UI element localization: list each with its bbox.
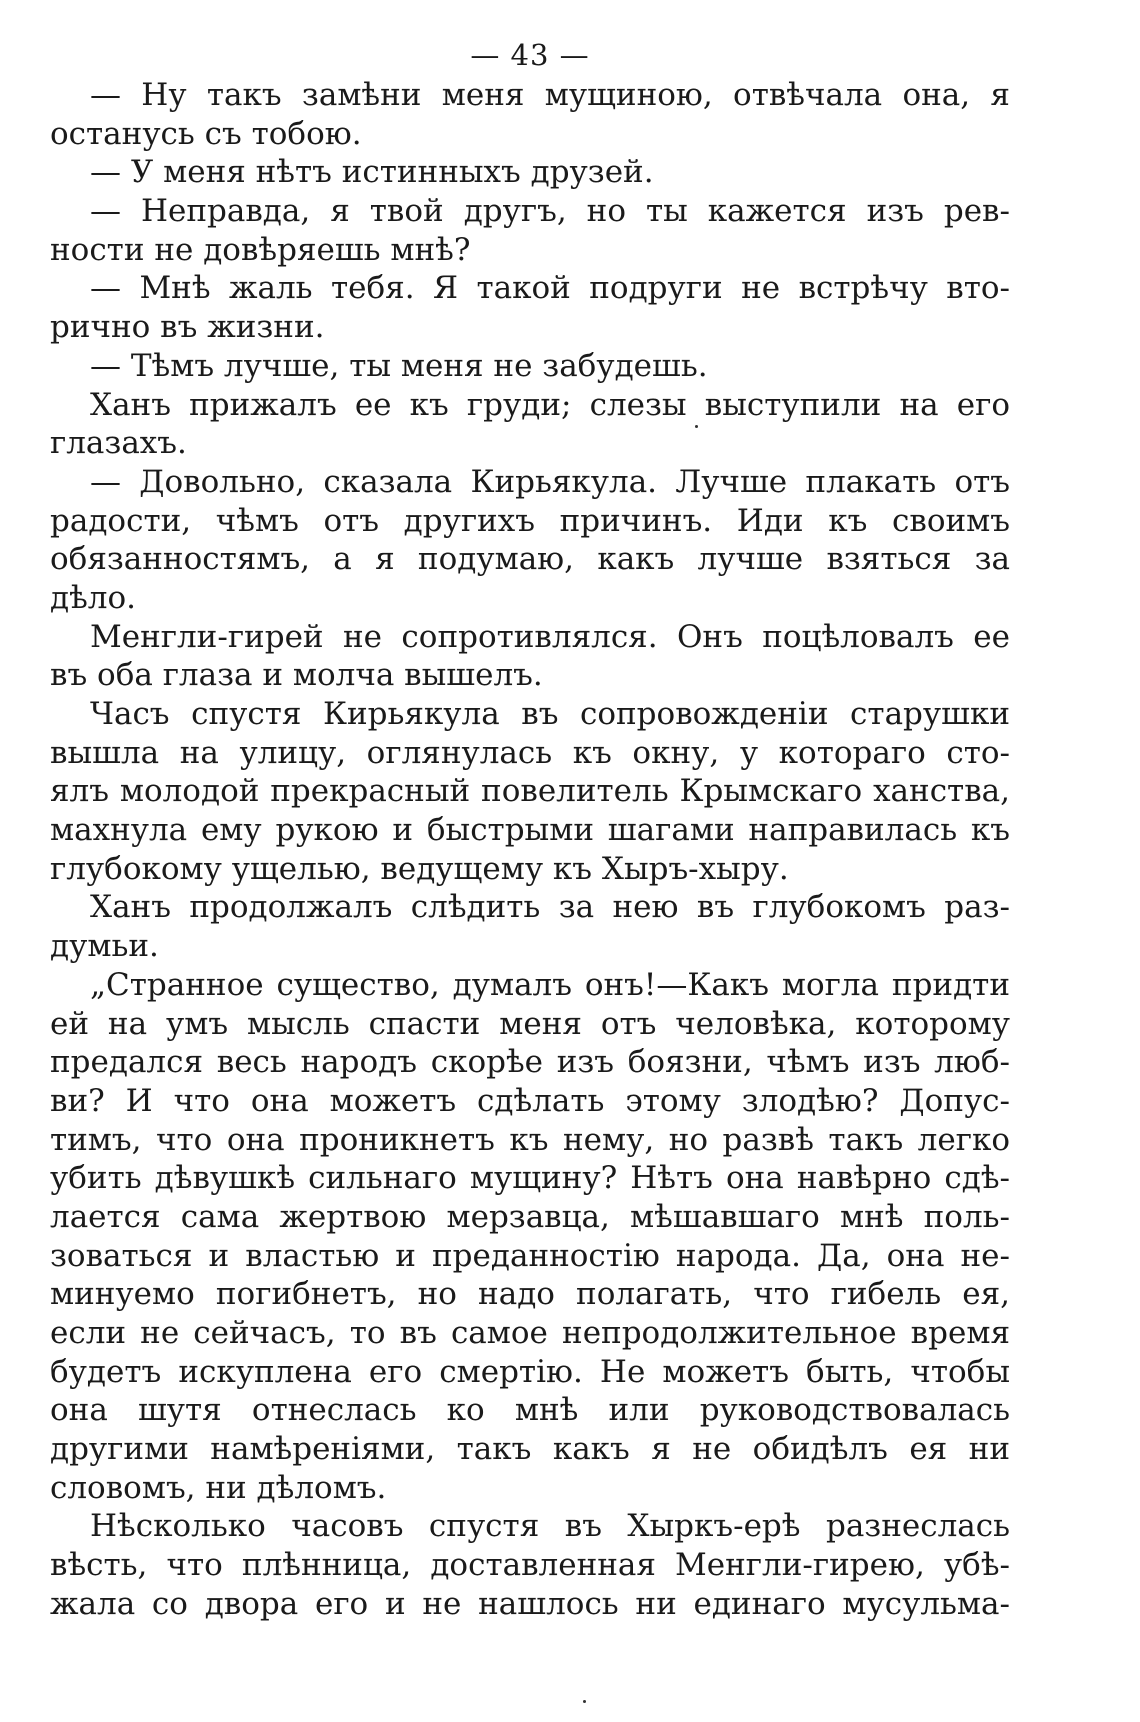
text-line: — Мнѣ жаль тебя. Я такой подруги не встрѣчу вто- — [90, 270, 1010, 307]
text-line: обязанностямъ, а я подумаю, какъ лучше взяться за — [50, 541, 1010, 578]
page-number: — 43 — — [470, 38, 590, 72]
text-line: она шутя отнеслась ко мнѣ или руководствовалась — [50, 1392, 1010, 1429]
print-speck — [695, 425, 698, 428]
text-line: предался весь народъ скорѣе изъ боязни, чѣмъ изъ люб- — [50, 1044, 1010, 1081]
text-line: глазахъ. — [50, 425, 187, 462]
text-line: вышла на улицу, оглянулась къ окну, у котораго сто- — [50, 734, 1010, 771]
text-line: рично въ жизни. — [50, 309, 325, 346]
text-line: Ханъ прижалъ ее къ груди; слезы выступили на его — [90, 386, 1010, 423]
text-line: Менгли-гирей не сопротивлялся. Онъ поцѣловалъ ее — [90, 618, 1010, 655]
text-line: ей на умъ мысль спасти меня отъ человѣка, которому — [50, 1005, 1010, 1042]
text-line: ви? И что она можетъ сдѣлать этому злодѣю? Допус- — [50, 1082, 1010, 1119]
text-line: радости, чѣмъ отъ другихъ причинъ. Иди къ своимъ — [50, 502, 1010, 539]
text-line: — Ну такъ замѣни меня мущиною, отвѣчала она, я — [90, 77, 1010, 113]
text-line: зоваться и властью и преданностію народа. Да, она не- — [50, 1237, 1010, 1274]
text-line: ности не довѣряешь мнѣ? — [50, 231, 471, 268]
text-line: будетъ искуплена его смертію. Не можетъ быть, чтобы — [50, 1353, 1010, 1390]
page-body-text — [50, 76, 1010, 1624]
text-line: если не сейчасъ, то въ самое непродолжительное время — [50, 1315, 1010, 1351]
text-line: тимъ, что она проникнетъ къ нему, но развѣ такъ легко — [50, 1121, 1010, 1158]
text-line: — Тѣмъ лучше, ты меня не забудешь. — [90, 347, 708, 384]
text-line: — У меня нѣтъ истинныхъ друзей. — [90, 154, 654, 191]
text-line: останусь съ тобою. — [50, 115, 362, 152]
text-line: думьи. — [50, 928, 159, 965]
text-line: словомъ, ни дѣломъ. — [50, 1469, 387, 1506]
text-line: лается сама жертвою мерзавца, мѣшавшаго мнѣ поль- — [50, 1198, 1010, 1235]
text-line: — Неправда, я твой другъ, но ты кажется изъ рев- — [90, 193, 1010, 230]
print-speck — [583, 1700, 586, 1703]
text-line: Нѣсколько часовъ спустя въ Хыркъ-ерѣ разнеслась — [90, 1508, 1010, 1545]
text-line: жала со двора его и не нашлось ни единаго мусульма- — [50, 1585, 1010, 1622]
text-line: дѣло. — [50, 579, 136, 616]
text-line: Часъ спустя Кирьякула въ сопровожденіи старушки — [90, 696, 1010, 732]
text-line: махнула ему рукою и быстрыми шагами направилась къ — [50, 812, 1010, 849]
text-line: другими намѣреніями, такъ какъ я не обидѣлъ ея ни — [50, 1431, 1010, 1468]
text-line: минуемо погибнетъ, но надо полагать, что гибель ея, — [50, 1276, 1010, 1313]
text-line: глубокому ущелью, ведущему къ Хыръ-хыру. — [50, 850, 789, 887]
text-line: убить дѣвушкѣ сильнаго мущину? Нѣтъ она навѣрно сдѣ- — [50, 1160, 1010, 1197]
text-line: въ оба глаза и молча вышелъ. — [50, 657, 543, 694]
text-line: „Странное существо, думалъ онъ!—Какъ могла придти — [90, 966, 1010, 1003]
text-line: — Довольно, сказала Кирьякула. Лучше плакать отъ — [90, 463, 1010, 500]
text-line: Ханъ продолжалъ слѣдить за нею въ глубокомъ раз- — [90, 889, 1010, 926]
text-line: ялъ молодой прекрасный повелитель Крымскаго ханства, — [50, 773, 1010, 810]
book-page — [50, 36, 1010, 1624]
text-line: вѣсть, что плѣнница, доставленная Менгли-гирею, убѣ- — [50, 1547, 1010, 1584]
